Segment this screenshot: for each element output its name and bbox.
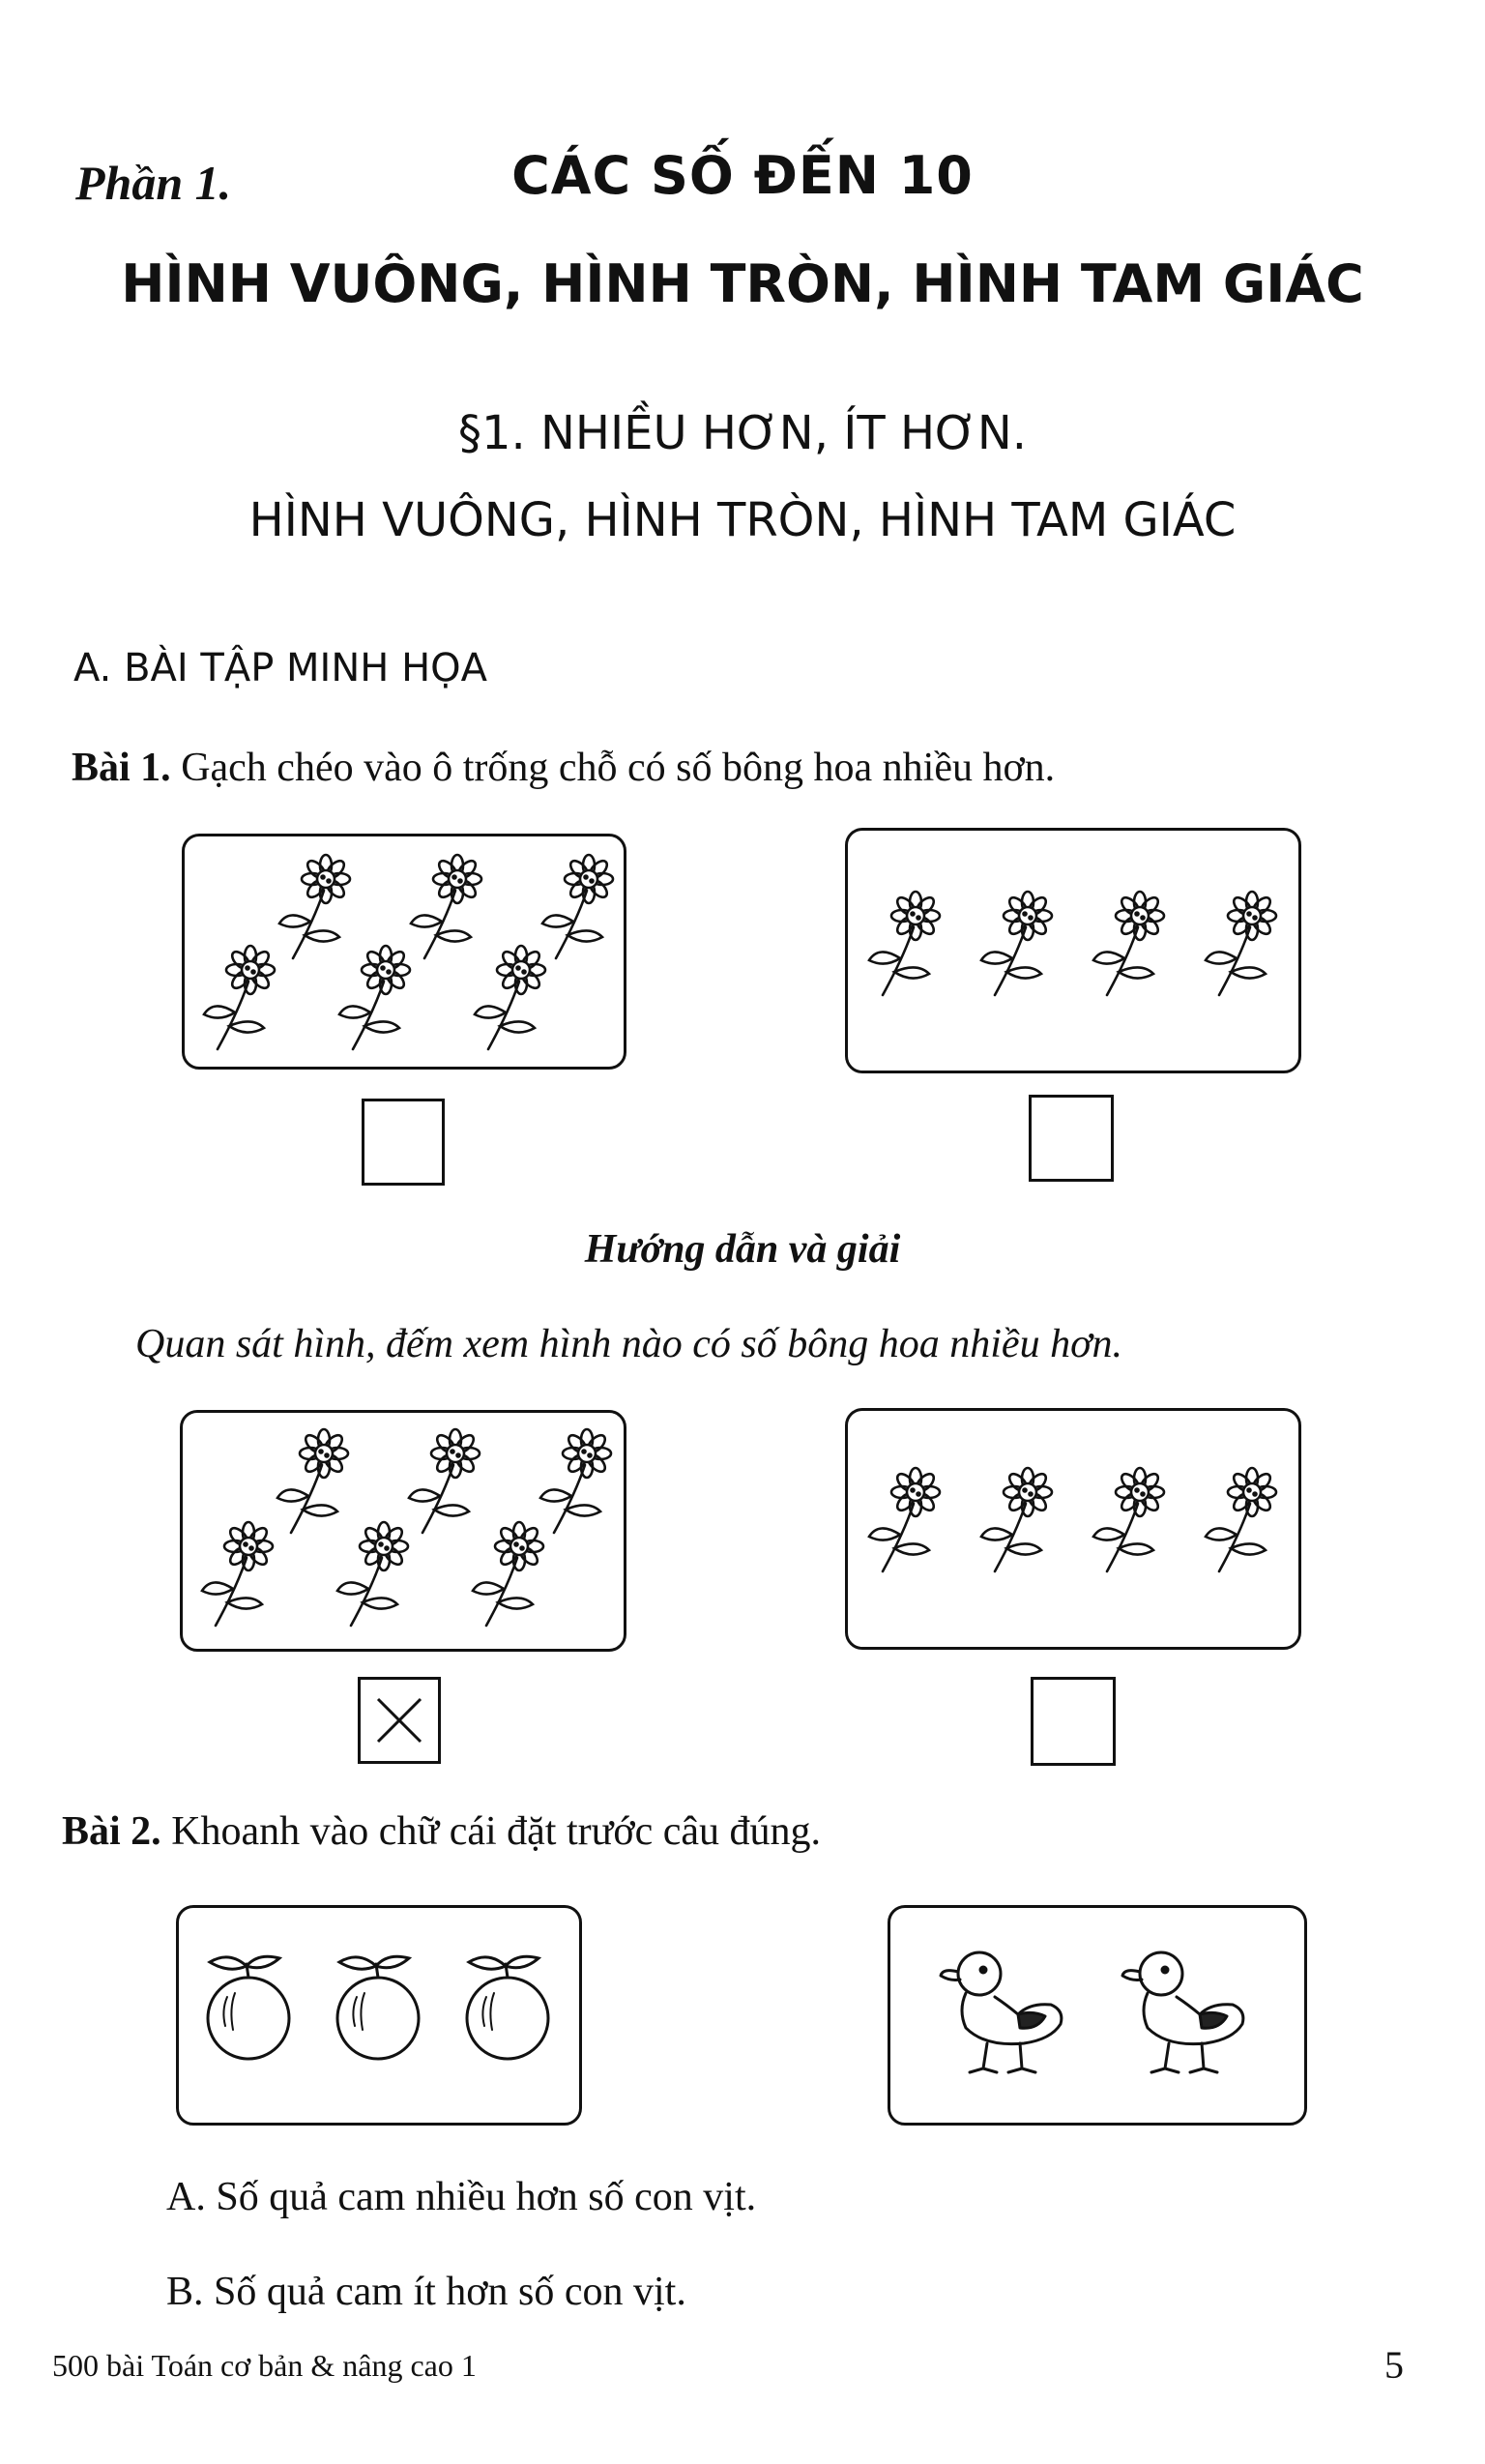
solution-checkbox-left <box>358 1677 441 1764</box>
flower-icon <box>465 1519 552 1635</box>
exercise-1-prompt <box>72 745 1055 791</box>
flower-icon <box>1086 1465 1173 1581</box>
flower-icon <box>1198 889 1285 1005</box>
flower-icon <box>861 889 948 1005</box>
flower-icon <box>196 943 283 1059</box>
duck-icon <box>937 1947 1072 2082</box>
flower-icon <box>330 1519 417 1635</box>
solution-checkbox-right <box>1031 1677 1116 1766</box>
cross-mark-icon <box>361 1680 438 1761</box>
flower-icon <box>1198 1465 1285 1581</box>
footer-book-title: 500 bài Toán cơ bản & nâng cao 1 <box>52 2348 477 2383</box>
orange-icon <box>330 1943 426 2068</box>
part-label: Phần 1. <box>75 156 232 210</box>
solution-guide-title: Hướng dẫn và giải <box>584 1227 901 1272</box>
option-b[interactable]: B. Số quả cam ít hơn số con vịt. <box>166 2270 686 2314</box>
duck-box <box>888 1905 1307 2126</box>
flower-icon <box>194 1519 281 1635</box>
flower-icon <box>332 943 419 1059</box>
page-number: 5 <box>1384 2343 1404 2387</box>
duck-icon <box>1119 1947 1254 2082</box>
orange-icon <box>459 1943 556 2068</box>
flower-box-right <box>845 828 1301 1073</box>
exercise-1-text: Gạch chéo vào ô trống chỗ có số bông hoa nhiều hơn. <box>181 746 1056 790</box>
exercise-2-prompt <box>62 1808 821 1855</box>
part-a-heading: A. BÀI TẬP MINH HỌA <box>73 646 487 690</box>
flower-icon <box>1086 889 1173 1005</box>
flower-box-right-solution <box>845 1408 1301 1650</box>
solution-guide-text: Quan sát hình, đếm xem hình nào có số bông hoa nhiều hơn. <box>135 1322 1122 1366</box>
flower-icon <box>467 943 554 1059</box>
section-title-line-1: §1. NHIỀU HƠN, ÍT HƠN. <box>457 406 1028 460</box>
flower-icon <box>974 889 1061 1005</box>
orange-icon <box>200 1943 297 2068</box>
exercise-1-label: Bài 1. <box>72 746 171 790</box>
chapter-subtitle: HÌNH VUÔNG, HÌNH TRÒN, HÌNH TAM GIÁC <box>121 253 1364 314</box>
exercise-2-text: Khoanh vào chữ cái đặt trước câu đúng. <box>171 1809 822 1854</box>
flower-icon <box>974 1465 1061 1581</box>
option-a[interactable]: A. Số quả cam nhiều hơn số con vịt. <box>166 2175 757 2219</box>
flower-icon <box>861 1465 948 1581</box>
exercise-2-label: Bài 2. <box>62 1809 161 1854</box>
orange-box <box>176 1905 582 2126</box>
answer-checkbox-left[interactable] <box>362 1099 445 1186</box>
section-title-line-2: HÌNH VUÔNG, HÌNH TRÒN, HÌNH TAM GIÁC <box>248 493 1237 547</box>
chapter-title: CÁC SỐ ĐẾN 10 <box>511 145 974 206</box>
flower-box-left-solution <box>180 1410 626 1652</box>
answer-checkbox-right[interactable] <box>1029 1095 1114 1182</box>
flower-box-left <box>182 834 626 1070</box>
